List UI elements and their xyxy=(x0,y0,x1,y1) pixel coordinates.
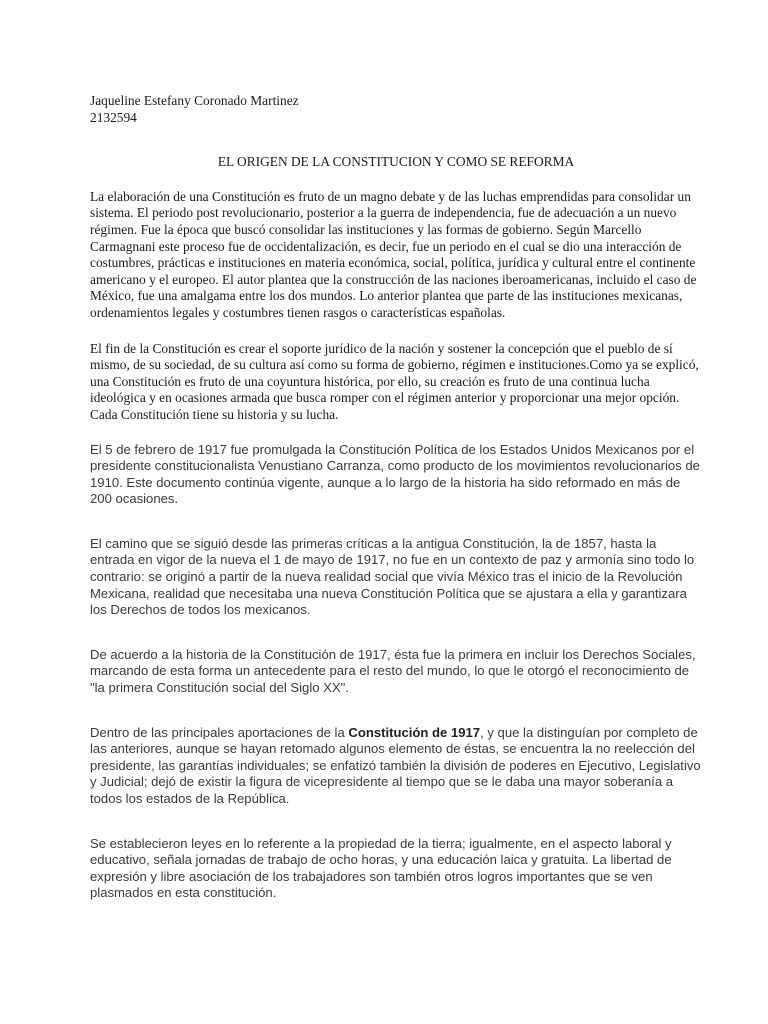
paragraph-5: De acuerdo a la historia de la Constitución de 1917, ésta fue la primera en incluir los Derechos Sociales, marcando de esta forma un antecedente para el resto del mundo, lo que le otorgó el reconocimiento de "la primera Constitución social del Siglo XX". xyxy=(90,646,696,696)
paragraph-7: Se establecieron leyes en lo referente a la propiedad de la tierra; igualmente, en el aspecto laboral y educativo, señala jornadas de trabajo de ocho horas, y una educación laica y gratuita. La libertad de expresión y libre asociación de los trabajadores son también otros logros importantes que se ven plasmados en esta constitución. xyxy=(90,835,672,901)
paragraph-6-intro: Dentro de las principales aportaciones de la xyxy=(90,724,349,740)
paragraph-2: El fin de la Constitución es crear el soporte jurídico de la nación y sostener la concepción que el pueblo de sí mismo, de su sociedad, de su cultura así como su forma de gobierno, régimen e instituciones.Como ya se explicó, una Constitución es fruto de una coyuntura histórica, por ello, su creación es fruto de una continua lucha ideológica y en ocasiones armada que busca romper con el régimen anterior y proporcionar una mejor opción. Cada Constitución tiene su historia y su lucha. xyxy=(90,340,699,422)
paragraph-6-bold-term: Constitución de 1917 xyxy=(348,724,481,740)
author-name: Jaqueline Estefany Coronado Martinez xyxy=(90,93,299,108)
document-body xyxy=(90,93,702,902)
document-title: EL ORIGEN DE LA CONSTITUCION Y COMO SE REFORMA xyxy=(217,154,575,170)
student-id: 2132594 xyxy=(90,109,137,125)
paragraph-6 xyxy=(90,725,702,808)
paragraph-6-rest: , y que la distinguían por completo de las anteriores, aunque se hayan retomado algunos elemento de éstas, se encuentra la no reelección del presidente, las garantías individuales; se enfatizó también la división de poderes en Ejecutivo, Legislativo y Judicial; dejó de existir la figura de vicepresidente al tiempo que se le daba una mayor soberanía a todos los estados de la República. xyxy=(90,724,701,806)
author-block xyxy=(90,93,702,126)
paragraph-1: La elaboración de una Constitución es fruto de un magno debate y de las luchas emprendidas para consolidar un sistema. El periodo post revolucionario, posterior a la guerra de independencia, fue de adecuación a un nuevo régimen. Fue la época que buscó consolidar las instituciones y las formas de gobierno. Según Marcello Carmagnani este proceso fue de occidentalización, es decir, fue un periodo en el cual se dio una interacción de costumbres, prácticas e instituciones en materia económica, social, política, jurídica y cultural entre el continente americano y el europeo. El autor plantea que la construcción de las naciones iberoamericanas, incluido el caso de México, fue una amalgama entre los dos mundos. Lo anterior plantea que parte de las instituciones mexicanas, ordenamientos legales y costumbres tienen rasgos o características españolas. xyxy=(90,188,697,320)
paragraph-4: El camino que se siguió desde las primeras críticas a la antigua Constitución, la de 1857, hasta la entrada en vigor de la nueva el 1 de mayo de 1917, no fue en un contexto de paz y armonía sino todo lo contrario: se originó a partir de la nueva realidad social que vivía México tras el inicio de la Revolución Mexicana, realidad que necesitaba una nueva Constitución Política que se ajustara a ella y garantizara los Derechos de todos los mexicanos. xyxy=(90,535,695,618)
paragraph-3: El 5 de febrero de 1917 fue promulgada la Constitución Política de los Estados Unidos Mexicanos por el presidente constitucionalista Venustiano Carranza, como producto de los movimientos revolucionarios de 1910. Este documento continúa vigente, aunque a lo largo de la historia ha sido reformado en más de 200 ocasiones. xyxy=(90,441,700,507)
